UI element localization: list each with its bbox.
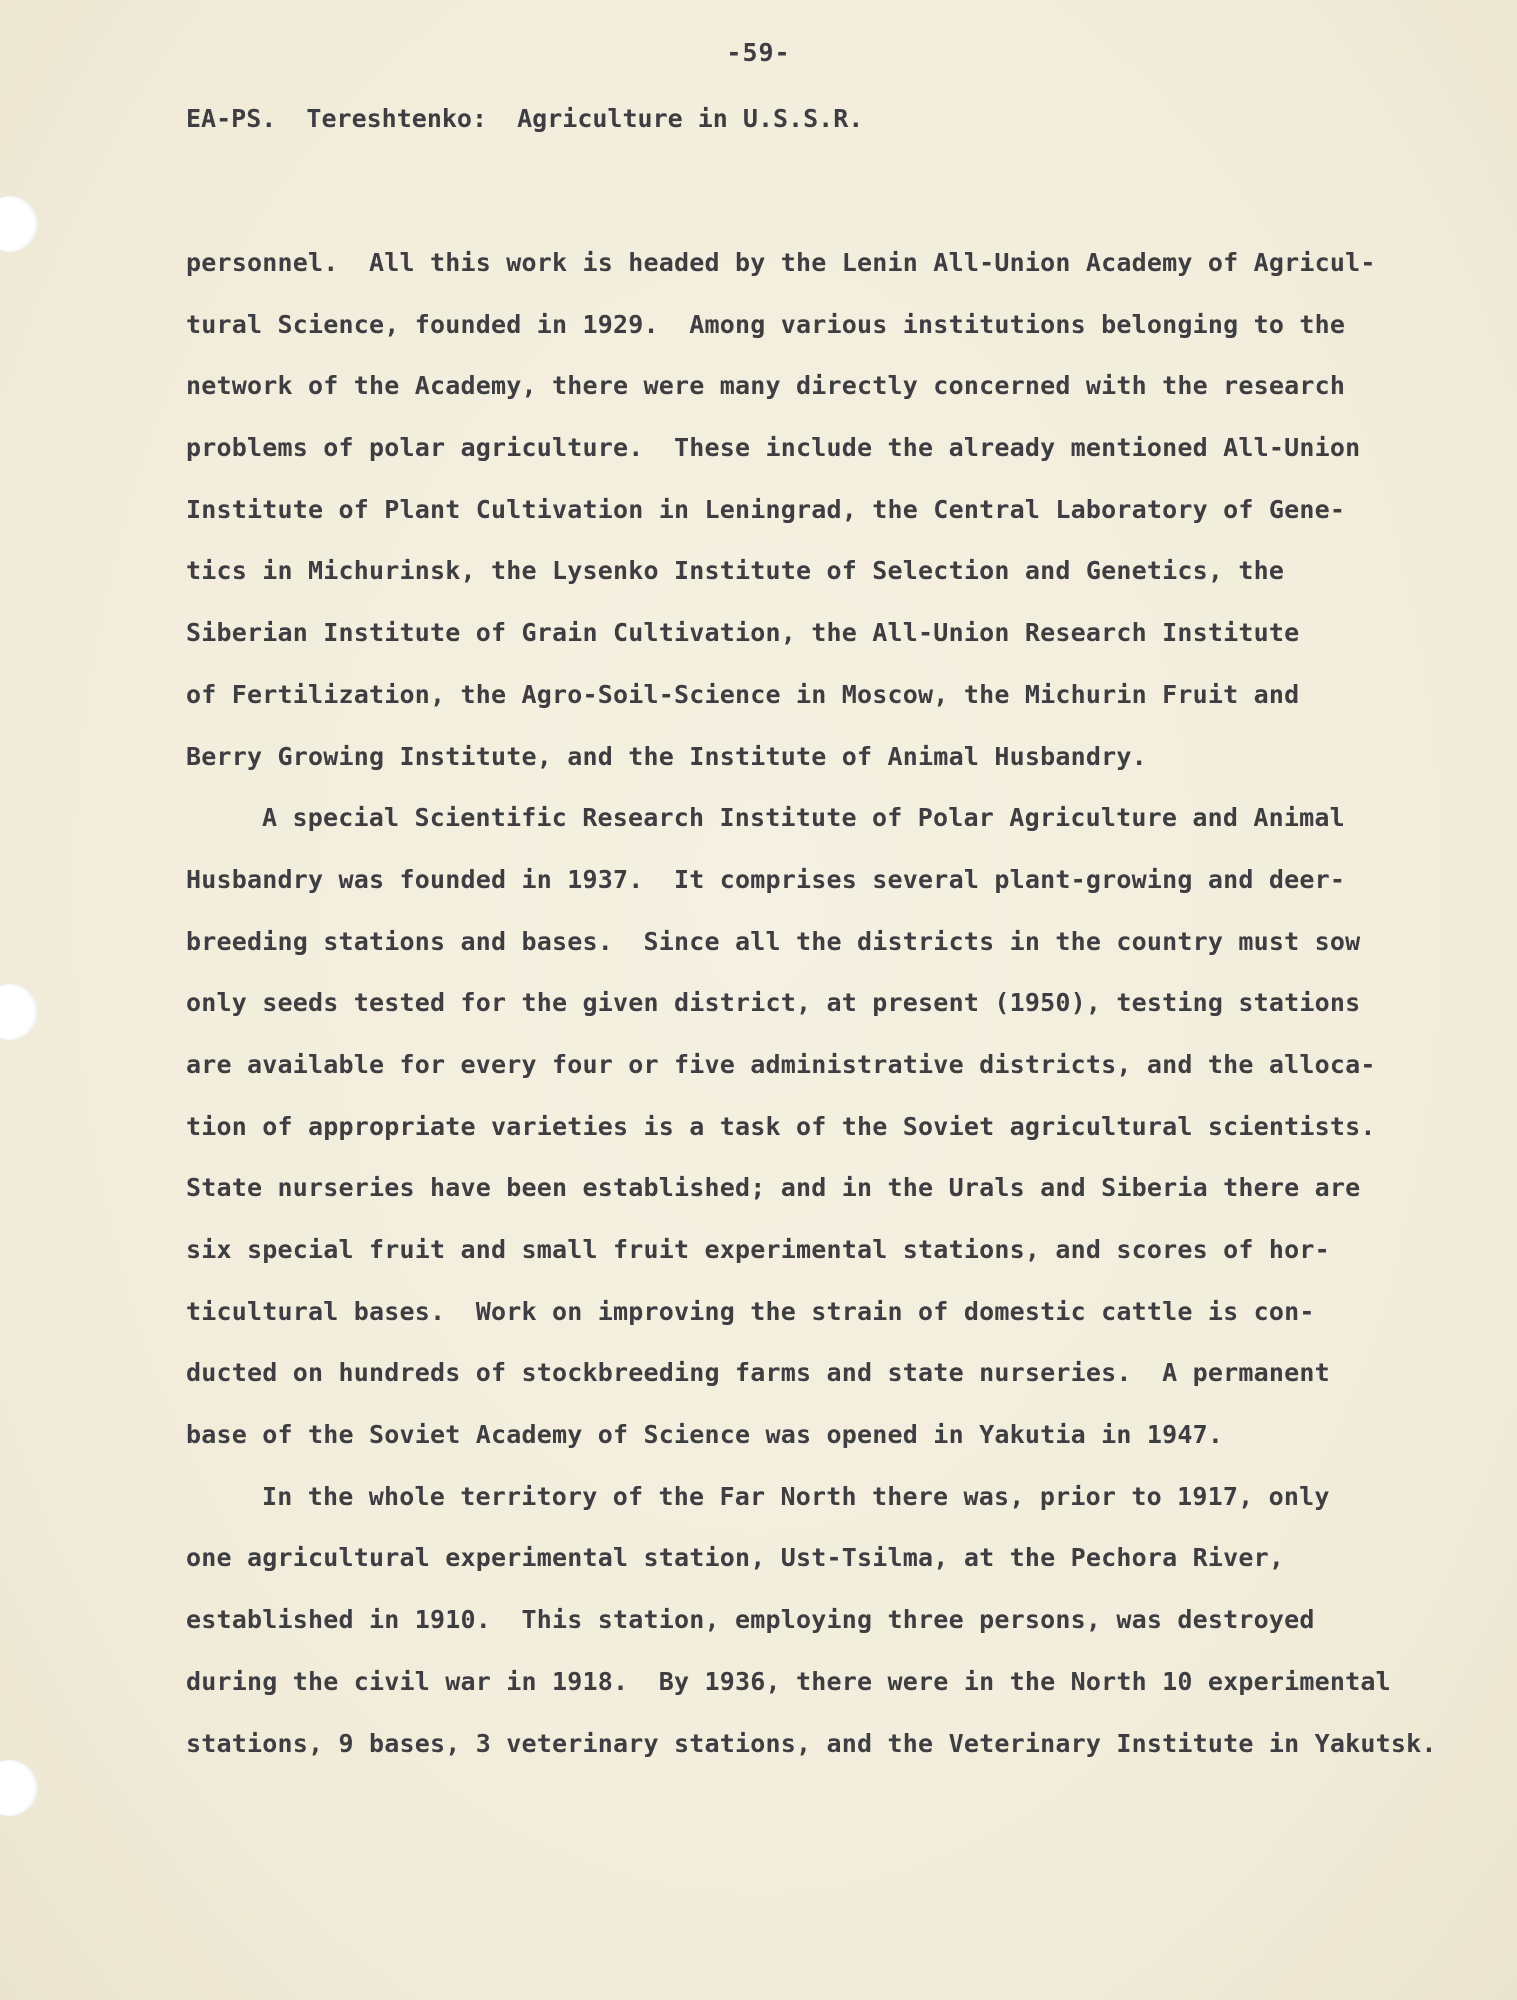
running-header: EA-PS. Tereshtenko: Agriculture in U.S.S.R. (186, 104, 864, 133)
text-line: during the civil war in 1918. By 1936, there were in the North 10 experimental (186, 1666, 1391, 1696)
text-line: Institute of Plant Cultivation in Leningrad, the Central Laboratory of Gene- (186, 494, 1346, 524)
text-line: six special fruit and small fruit experimental stations, and scores of hor- (186, 1235, 1330, 1264)
text-line: tural Science, founded in 1929. Among various institutions belonging to the (186, 309, 1346, 339)
text-line: tion of appropriate varieties is a task of the Soviet agricultural scientists. (186, 1111, 1376, 1141)
punch-hole (0, 984, 38, 1040)
text-line: stations, 9 bases, 3 veterinary stations, and the Veterinary Institute in Yakutsk. (186, 1728, 1437, 1758)
page-number: -59- (726, 38, 791, 67)
body-text (186, 232, 1437, 1774)
text-line: base of the Soviet Academy of Science was opened in Yakutia in 1947. (186, 1420, 1224, 1450)
text-line: only seeds tested for the given district, at present (1950), testing stations (186, 988, 1361, 1018)
text-line: network of the Academy, there were many directly concerned with the research (186, 371, 1346, 401)
text-line: breeding stations and bases. Since all the districts in the country must sow (186, 926, 1361, 956)
text-line: are available for every four or five administrative districts, and the alloca- (186, 1049, 1376, 1079)
text-line: ducted on hundreds of stockbreeding farms and state nurseries. A permanent (186, 1358, 1330, 1388)
text-line: Siberian Institute of Grain Cultivation, the All-Union Research Institute (186, 618, 1300, 648)
text-line: of Fertilization, the Agro-Soil-Science in Moscow, the Michurin Fruit and (186, 679, 1300, 709)
text-line: tics in Michurinsk, the Lysenko Institute of Selection and Genetics, the (186, 556, 1285, 586)
text-line: A special Scientific Research Institute of Polar Agriculture and Animal (262, 803, 1345, 833)
text-line: established in 1910. This station, employing three persons, was destroyed (186, 1605, 1315, 1635)
text-line: ticultural bases. Work on improving the strain of domestic cattle is con- (186, 1296, 1315, 1326)
text-line: one agricultural experimental station, Ust-Tsilma, at the Pechora River, (186, 1543, 1285, 1573)
text-line: Husbandry was founded in 1937. It comprises several plant-growing and deer- (186, 864, 1346, 894)
text-line: personnel. All this work is headed by the Lenin All-Union Academy of Agricul- (186, 248, 1376, 277)
text-line: State nurseries have been established; and in the Urals and Siberia there are (186, 1173, 1361, 1203)
text-line: problems of polar agriculture. These include the already mentioned All-Union (186, 433, 1361, 463)
text-line: In the whole territory of the Far North there was, prior to 1917, only (262, 1481, 1330, 1511)
text-line: Berry Growing Institute, and the Institute of Animal Husbandry. (186, 741, 1147, 771)
punch-hole (0, 196, 38, 252)
punch-hole (0, 1760, 38, 1816)
